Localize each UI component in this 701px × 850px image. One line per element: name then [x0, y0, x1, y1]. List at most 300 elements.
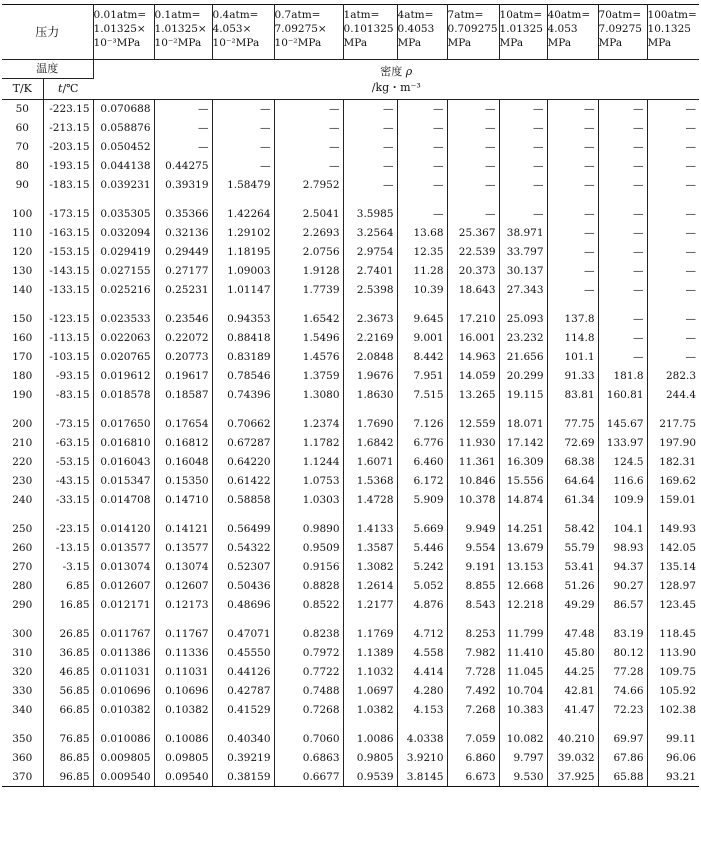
density-cell: 1.2374	[274, 415, 343, 434]
spacer-cell	[598, 614, 647, 625]
density-cell: 6.673	[447, 768, 499, 787]
pressure-header-line: 0.101325	[343, 23, 394, 35]
density-cell: 0.011386	[93, 644, 154, 663]
density-cell: 22.539	[447, 243, 499, 262]
spacer-cell	[647, 509, 699, 520]
density-cell: 37.925	[547, 768, 598, 787]
density-cell: 9.001	[397, 329, 447, 348]
pressure-column-header	[499, 5, 547, 60]
table-row	[2, 768, 699, 787]
density-cell: —	[447, 119, 499, 138]
table-row	[2, 156, 699, 175]
density-cell: 1.5368	[343, 471, 397, 490]
density-cell: 1.0086	[343, 730, 397, 749]
density-cell: 1.0382	[343, 700, 397, 719]
spacer-cell	[274, 509, 343, 520]
density-cell: 0.7488	[274, 681, 343, 700]
density-cell: 0.6863	[274, 749, 343, 768]
density-cell: 118.45	[659, 628, 697, 641]
density-cell: 0.20773	[154, 348, 212, 367]
temperature-c-cell: 76.85	[43, 730, 93, 749]
temperature-k-cell: 190	[2, 385, 43, 404]
density-cell: —	[274, 138, 343, 157]
spacer-cell	[598, 404, 647, 415]
density-cell: 0.8238	[274, 625, 343, 644]
spacer-cell	[2, 299, 43, 310]
pressure-header-line: 7.09275×	[274, 23, 327, 35]
density-cell: —	[274, 156, 343, 175]
density-cell: 1.3587	[343, 539, 397, 558]
spacer-cell	[154, 719, 212, 730]
density-cell: 0.09540	[154, 768, 212, 787]
temperature-c-cell: -173.15	[43, 205, 93, 224]
spacer-row	[2, 509, 699, 520]
temperature-c-cell: -153.15	[43, 243, 93, 262]
density-cell: 0.25231	[154, 280, 212, 299]
temperature-c-cell: 86.85	[43, 749, 93, 768]
density-cell: 12.218	[499, 595, 547, 614]
temperature-c-cell: 46.85	[43, 663, 93, 682]
temperature-c-cell: -213.15	[43, 119, 93, 138]
table-row	[2, 539, 699, 558]
density-cell: 11.799	[499, 625, 547, 644]
density-cell: —	[598, 138, 647, 157]
density-cell: 18.071	[499, 415, 547, 434]
density-cell: 0.029419	[93, 243, 154, 262]
density-cell: —	[343, 119, 397, 138]
density-cell: —	[685, 208, 697, 221]
density-cell: 9.797	[499, 749, 547, 768]
spacer-cell	[274, 194, 343, 205]
spacer-cell	[499, 299, 547, 310]
density-cell: 69.97	[598, 730, 647, 749]
density-cell: 0.38159	[212, 768, 274, 787]
density-cell: 0.039231	[93, 175, 154, 194]
density-cell: —	[154, 119, 212, 138]
density-cell: 0.044138	[93, 156, 154, 175]
pressure-header-line: 0.4atm=	[212, 9, 259, 21]
table-row	[2, 348, 699, 367]
density-cell: —	[499, 205, 547, 224]
temperature-c-cell: -193.15	[43, 156, 93, 175]
density-cell: —	[598, 205, 647, 224]
density-cell: 0.45550	[212, 644, 274, 663]
table-row	[2, 576, 699, 595]
temperature-c-cell: -183.15	[43, 175, 93, 194]
density-cell: 101.1	[547, 348, 598, 367]
pressure-column-header	[547, 5, 598, 60]
temperature-k-cell: 120	[2, 243, 43, 262]
density-cell: 217.75	[659, 418, 697, 431]
pressure-header-row	[2, 5, 699, 60]
density-cell: 5.909	[397, 490, 447, 509]
density-cell: 23.232	[499, 329, 547, 348]
temperature-k-cell: 350	[2, 730, 43, 749]
temperature-c-cell: -23.15	[43, 520, 93, 539]
density-label	[93, 60, 699, 100]
density-cell: 30.137	[499, 261, 547, 280]
spacer-cell	[647, 719, 699, 730]
density-cell: 0.70662	[212, 415, 274, 434]
density-cell: 0.022063	[93, 329, 154, 348]
density-cell: 51.26	[547, 576, 598, 595]
density-cell: 90.27	[598, 576, 647, 595]
density-cell: 1.9128	[274, 261, 343, 280]
density-cell: —	[598, 224, 647, 243]
density-cell: 72.23	[598, 700, 647, 719]
table-body	[2, 100, 699, 787]
spacer-cell	[2, 194, 43, 205]
density-cell: 98.93	[598, 539, 647, 558]
spacer-cell	[154, 509, 212, 520]
density-cell: 20.299	[499, 366, 547, 385]
temperature-k-cell: 220	[2, 453, 43, 472]
pressure-header-line: 100atm=	[647, 9, 697, 21]
density-cell: 3.5985	[343, 205, 397, 224]
density-cell: 244.4	[665, 388, 697, 401]
density-cell: 13.153	[499, 558, 547, 577]
density-cell: 0.016810	[93, 434, 154, 453]
density-cell: 7.126	[397, 415, 447, 434]
spacer-cell	[447, 614, 499, 625]
density-cell: 1.3759	[274, 366, 343, 385]
table-row	[2, 520, 699, 539]
density-cell: —	[447, 205, 499, 224]
pressure-header-line: 0.1atm=	[154, 9, 201, 21]
density-cell: 3.9210	[397, 749, 447, 768]
spacer-cell	[154, 194, 212, 205]
density-cell: 39.032	[547, 749, 598, 768]
density-cell: 123.45	[659, 598, 697, 611]
spacer-cell	[598, 509, 647, 520]
pressure-header-line: 7.09275	[598, 23, 642, 35]
density-cell: —	[447, 138, 499, 157]
density-cell: 25.367	[447, 224, 499, 243]
density-cell: 0.12607	[154, 576, 212, 595]
density-cell: 5.242	[397, 558, 447, 577]
density-cell: 0.83189	[212, 348, 274, 367]
density-cell: 0.35366	[154, 205, 212, 224]
density-cell: 2.2169	[343, 329, 397, 348]
density-cell: —	[685, 283, 697, 296]
density-cell: —	[154, 100, 212, 119]
density-cell: 3.2564	[343, 224, 397, 243]
density-cell: 83.19	[598, 625, 647, 644]
temperature-k-cell: 290	[2, 595, 43, 614]
density-cell: —	[598, 310, 647, 329]
density-cell: 0.025216	[93, 280, 154, 299]
density-cell: 77.75	[547, 415, 598, 434]
temperature-c-cell: -13.15	[43, 539, 93, 558]
spacer-cell	[154, 299, 212, 310]
density-cell: 0.9805	[343, 749, 397, 768]
density-cell: 1.29102	[212, 224, 274, 243]
density-cell: 182.31	[659, 455, 697, 468]
density-cell: 102.38	[659, 703, 697, 716]
density-cell: 0.7268	[274, 700, 343, 719]
density-cell: 27.343	[499, 280, 547, 299]
pressure-header-line: MPa	[598, 37, 623, 49]
spacer-cell	[2, 404, 43, 415]
density-cell: 0.27177	[154, 261, 212, 280]
spacer-cell	[447, 719, 499, 730]
pressure-label: 压力	[2, 5, 93, 60]
density-cell: 67.86	[598, 749, 647, 768]
density-cell: —	[598, 329, 647, 348]
density-cell: 0.94353	[212, 310, 274, 329]
density-cell: 7.982	[447, 644, 499, 663]
density-cell: —	[212, 156, 274, 175]
density-cell: —	[547, 280, 598, 299]
density-cell: —	[685, 122, 697, 135]
density-cell: 1.4133	[343, 520, 397, 539]
temperature-k-cell: 100	[2, 205, 43, 224]
density-cell: 282.3	[665, 369, 697, 382]
pressure-header-line: 1.01325×	[93, 23, 146, 35]
density-cell: —	[598, 119, 647, 138]
spacer-row	[2, 299, 699, 310]
temperature-c-cell: -53.15	[43, 453, 93, 472]
density-cell: 8.855	[447, 576, 499, 595]
density-cell: 19.115	[499, 385, 547, 404]
spacer-cell	[43, 614, 93, 625]
temperature-c-cell: -3.15	[43, 558, 93, 577]
density-cell: 10.39	[397, 280, 447, 299]
density-cell: 0.88418	[212, 329, 274, 348]
spacer-cell	[447, 509, 499, 520]
table-row	[2, 385, 699, 404]
pressure-header-line: 70atm=	[598, 9, 642, 21]
temperature-k-cell: 160	[2, 329, 43, 348]
density-unit: /kg・m⁻³	[371, 80, 421, 94]
density-cell: 1.2614	[343, 576, 397, 595]
density-cell: 11.410	[499, 644, 547, 663]
density-cell: 0.40340	[212, 730, 274, 749]
spacer-cell	[274, 299, 343, 310]
pressure-header-line: 1.01325×	[154, 23, 207, 35]
density-cell: 0.41529	[212, 700, 274, 719]
density-cell: 2.9754	[343, 243, 397, 262]
density-cell: —	[547, 119, 598, 138]
spacer-cell	[343, 299, 397, 310]
pressure-header-line: 0.4053	[397, 23, 435, 35]
density-cell: 8.253	[447, 625, 499, 644]
spacer-cell	[598, 194, 647, 205]
spacer-cell	[212, 404, 274, 415]
spacer-cell	[93, 614, 154, 625]
density-cell: 1.3082	[343, 558, 397, 577]
density-cell: 0.7722	[274, 663, 343, 682]
density-cell: 15.556	[499, 471, 547, 490]
density-cell: 8.442	[397, 348, 447, 367]
density-cell: 6.860	[447, 749, 499, 768]
density-cell: 0.011767	[93, 625, 154, 644]
temperature-c-cell: 16.85	[43, 595, 93, 614]
spacer-cell	[212, 719, 274, 730]
density-cell: 0.44275	[154, 156, 212, 175]
density-cell: 142.05	[659, 542, 697, 555]
density-cell: —	[397, 175, 447, 194]
temperature-k-cell: 250	[2, 520, 43, 539]
table-row	[2, 224, 699, 243]
spacer-cell	[397, 614, 447, 625]
table-row	[2, 119, 699, 138]
density-cell: 1.2177	[343, 595, 397, 614]
density-cell: 74.66	[598, 681, 647, 700]
pressure-header-line: 0.01atm=	[93, 9, 147, 21]
density-cell: 2.7952	[274, 175, 343, 194]
temperature-c-cell: -103.15	[43, 348, 93, 367]
spacer-cell	[647, 614, 699, 625]
density-cell: 0.22072	[154, 329, 212, 348]
table-row	[2, 625, 699, 644]
density-cell: 8.543	[447, 595, 499, 614]
spacer-cell	[2, 614, 43, 625]
density-cell: 0.39319	[154, 175, 212, 194]
density-cell: 13.68	[397, 224, 447, 243]
density-cell: 9.645	[397, 310, 447, 329]
density-cell: 109.9	[598, 490, 647, 509]
density-cell: —	[547, 205, 598, 224]
spacer-cell	[647, 299, 699, 310]
table-row	[2, 644, 699, 663]
table-row	[2, 205, 699, 224]
density-cell: 0.10382	[154, 700, 212, 719]
density-cell: 9.949	[447, 520, 499, 539]
spacer-cell	[647, 194, 699, 205]
density-cell: 7.268	[447, 700, 499, 719]
temperature-c-cell: -163.15	[43, 224, 93, 243]
density-cell: 0.47071	[212, 625, 274, 644]
density-cell: 0.11767	[154, 625, 212, 644]
tc-label-var: t	[58, 82, 63, 95]
temperature-c-cell: 36.85	[43, 644, 93, 663]
density-cell: 44.25	[547, 663, 598, 682]
pressure-column-header	[598, 5, 647, 60]
pressure-header-line: 40atm=	[547, 9, 591, 21]
density-cell: 14.251	[499, 520, 547, 539]
density-cell: 0.78546	[212, 366, 274, 385]
temperature-k-cell: 300	[2, 625, 43, 644]
density-cell: 0.050452	[93, 138, 154, 157]
density-cell: 5.446	[397, 539, 447, 558]
density-cell: 0.009540	[93, 768, 154, 787]
density-cell: 159.01	[659, 493, 697, 506]
density-cell: 0.8828	[274, 576, 343, 595]
density-cell: —	[547, 175, 598, 194]
pressure-header-line: MPa	[547, 37, 572, 49]
density-cell: 10.383	[499, 700, 547, 719]
density-cell: 9.530	[499, 768, 547, 787]
density-table	[2, 4, 699, 787]
temperature-k-cell: 310	[2, 644, 43, 663]
spacer-cell	[154, 614, 212, 625]
density-cell: —	[598, 261, 647, 280]
pressure-column-header	[447, 5, 499, 60]
tk-label: T/K	[2, 79, 43, 100]
table-row	[2, 490, 699, 509]
density-cell: 124.5	[598, 453, 647, 472]
density-cell: —	[685, 103, 697, 116]
density-cell: 0.32136	[154, 224, 212, 243]
density-cell: 0.9156	[274, 558, 343, 577]
spacer-cell	[397, 509, 447, 520]
temperature-k-cell: 320	[2, 663, 43, 682]
density-cell: 0.011031	[93, 663, 154, 682]
density-cell: 0.17654	[154, 415, 212, 434]
spacer-cell	[499, 509, 547, 520]
temperature-k-cell: 90	[2, 175, 43, 194]
density-cell: 0.13074	[154, 558, 212, 577]
density-cell: 4.558	[397, 644, 447, 663]
density-cell: 1.3080	[274, 385, 343, 404]
density-cell: 114.8	[547, 329, 598, 348]
spacer-cell	[343, 194, 397, 205]
density-cell: 0.39219	[212, 749, 274, 768]
spacer-cell	[499, 194, 547, 205]
temperature-k-cell: 200	[2, 415, 43, 434]
density-cell: 0.010382	[93, 700, 154, 719]
density-cell: 105.92	[659, 684, 697, 697]
density-cell: 17.142	[499, 434, 547, 453]
temperature-c-cell: -113.15	[43, 329, 93, 348]
density-cell: 1.01147	[212, 280, 274, 299]
density-cell: 11.28	[397, 261, 447, 280]
density-cell: 14.874	[499, 490, 547, 509]
pressure-header-line: 1.01325	[499, 23, 543, 35]
density-cell: 2.5398	[343, 280, 397, 299]
pressure-header-line: MPa	[397, 37, 422, 49]
temperature-k-cell: 230	[2, 471, 43, 490]
density-cell: —	[598, 348, 647, 367]
temperature-c-cell: -33.15	[43, 490, 93, 509]
density-cell: 0.50436	[212, 576, 274, 595]
spacer-cell	[93, 404, 154, 415]
density-cell: 0.7972	[274, 644, 343, 663]
temperature-c-cell: -123.15	[43, 310, 93, 329]
density-cell: 99.11	[665, 733, 697, 746]
density-cell: 0.61422	[212, 471, 274, 490]
density-cell: 96.06	[665, 752, 697, 765]
density-cell: 3.8145	[397, 768, 447, 787]
density-cell: 10.704	[499, 681, 547, 700]
density-cell: 0.10696	[154, 681, 212, 700]
temperature-k-cell: 70	[2, 138, 43, 157]
density-cell: 10.378	[447, 490, 499, 509]
density-cell: 7.951	[397, 366, 447, 385]
pressure-header-line: 10.1325	[647, 23, 691, 35]
density-cell: 9.554	[447, 539, 499, 558]
density-cell: 58.42	[547, 520, 598, 539]
spacer-cell	[93, 509, 154, 520]
density-cell: 12.668	[499, 576, 547, 595]
spacer-cell	[499, 719, 547, 730]
density-cell: 86.57	[598, 595, 647, 614]
density-cell: 4.0338	[397, 730, 447, 749]
density-cell: 1.0753	[274, 471, 343, 490]
density-cell: 0.013074	[93, 558, 154, 577]
density-cell: 1.9676	[343, 366, 397, 385]
spacer-cell	[2, 719, 43, 730]
temperature-k-cell: 260	[2, 539, 43, 558]
density-cell: 1.09003	[212, 261, 274, 280]
table-row	[2, 175, 699, 194]
table-row	[2, 415, 699, 434]
spacer-cell	[447, 404, 499, 415]
density-cell: 0.56499	[212, 520, 274, 539]
density-cell: 0.09805	[154, 749, 212, 768]
spacer-cell	[93, 719, 154, 730]
